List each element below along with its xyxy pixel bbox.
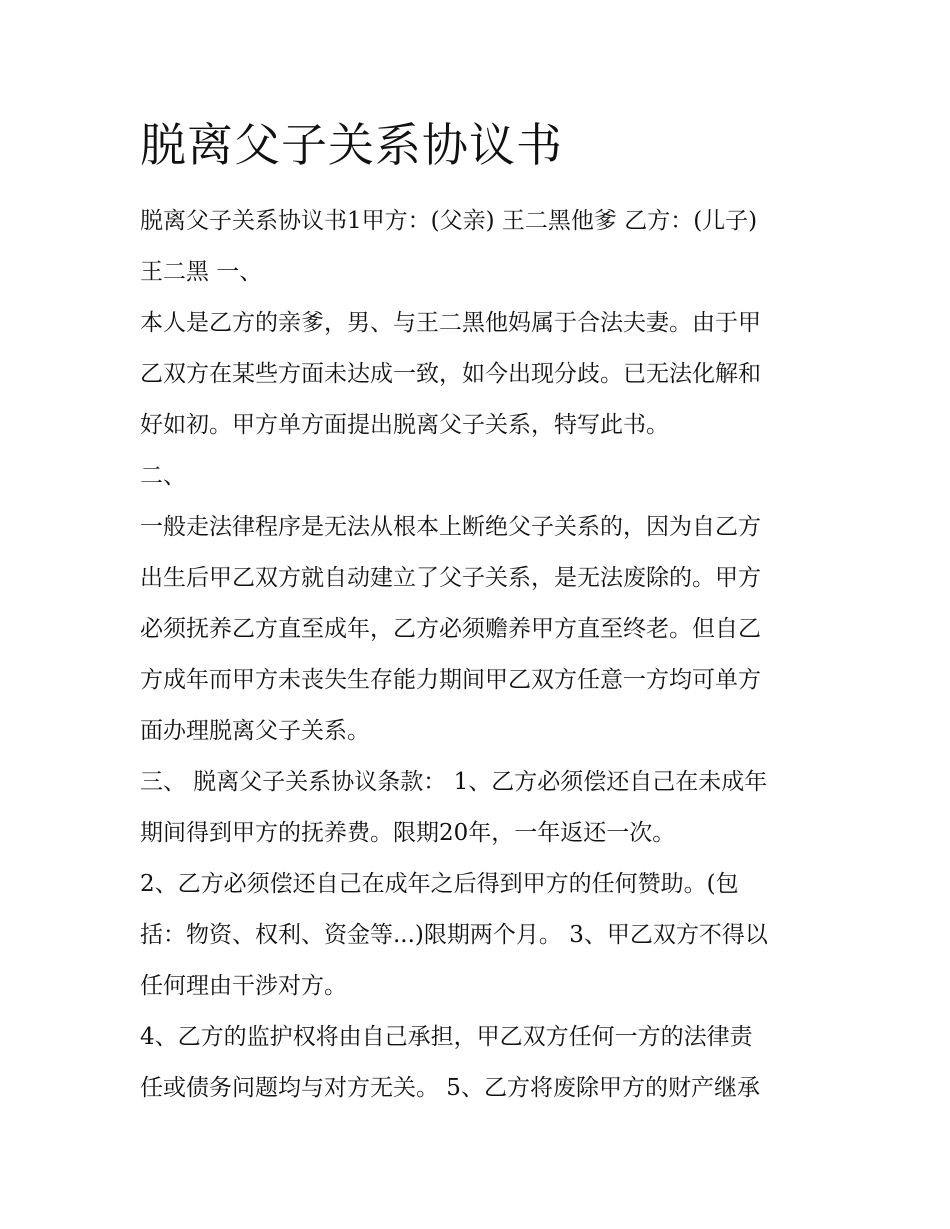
document-title: 脱离父子关系协议书 [140, 118, 563, 172]
text-line: 必须抚养乙方直至成年，乙方必须赡养甲方直至终老。但自乙 [140, 616, 761, 642]
text-line: 括：物资、权利、资金等...)限期两个月。 3、甲乙双方不得以 [140, 922, 768, 948]
text-line: 面办理脱离父子关系。 [140, 718, 370, 744]
text-line: 脱离父子关系协议书1甲方：(父亲) 王二黑他爹 乙方：(儿子) [140, 208, 758, 234]
text-line: 王二黑 一、 [140, 259, 263, 285]
text-line: 一般走法律程序是无法从根本上断绝父子关系的，因为自乙方 [140, 514, 761, 540]
text-line: 期间得到甲方的抚养费。限期20年，一年返还一次。 [140, 820, 676, 846]
text-line: 好如初。甲方单方面提出脱离父子关系，特写此书。 [140, 412, 669, 438]
document-body [140, 196, 820, 1114]
text-line: 二、 [140, 463, 186, 489]
text-line: 乙双方在某些方面未达成一致，如今出现分歧。已无法化解和 [140, 361, 761, 387]
text-line: 任何理由干涉对方。 [140, 973, 347, 999]
text-line: 任或债务问题均与对方无关。 5、乙方将废除甲方的财产继承 [140, 1075, 760, 1101]
text-line: 方成年而甲方未丧失生存能力期间甲乙双方任意一方均可单方 [140, 667, 761, 693]
text-line: 本人是乙方的亲爹，男、与王二黑他妈属于合法夫妻。由于甲 [140, 310, 761, 336]
text-line: 4、乙方的监护权将由自己承担，甲乙双方任何一方的法律责 [140, 1024, 753, 1050]
text-line: 三、 脱离父子关系协议条款： 1、乙方必须偿还自己在未成年 [140, 769, 768, 795]
text-line: 2、乙方必须偿还自己在成年之后得到甲方的任何赞助。(包 [140, 871, 739, 897]
text-line: 出生后甲乙双方就自动建立了父子关系，是无法废除的。甲方 [140, 565, 761, 591]
